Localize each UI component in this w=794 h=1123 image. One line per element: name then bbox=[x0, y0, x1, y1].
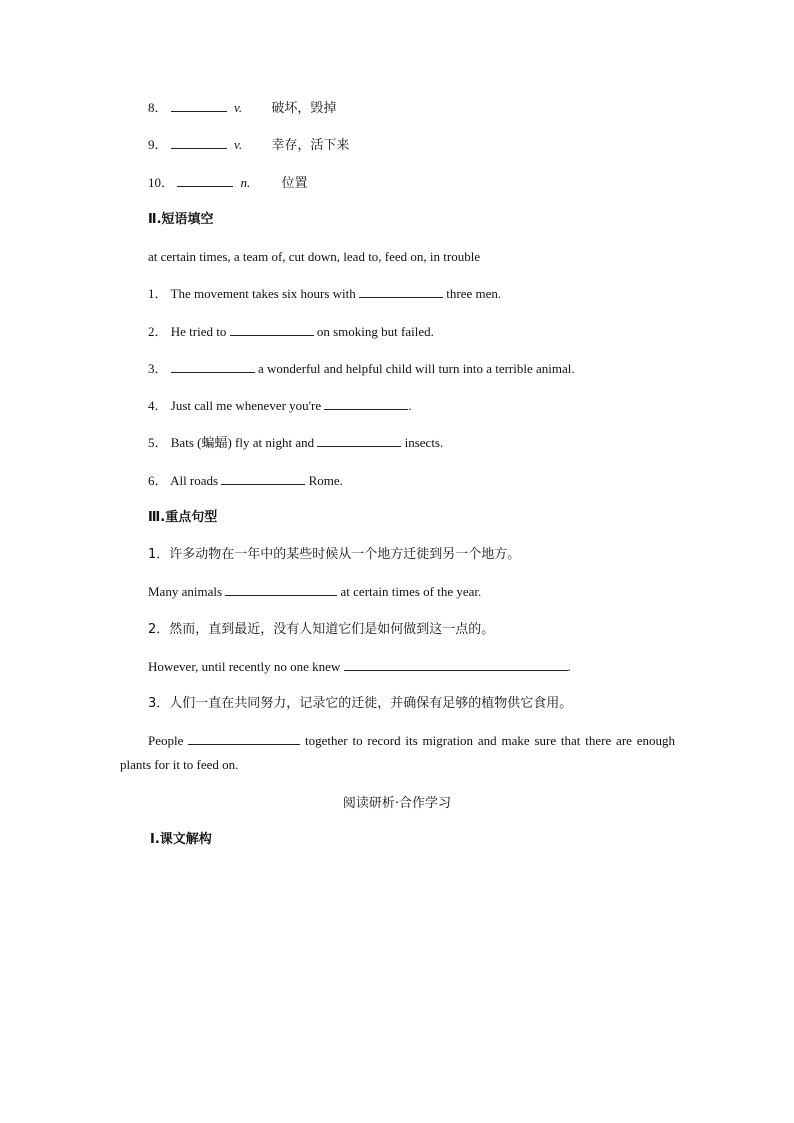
vocab-item-8 bbox=[148, 99, 336, 118]
answer-blank[interactable] bbox=[171, 99, 227, 112]
answer-blank[interactable] bbox=[359, 285, 443, 298]
item-text-after: together to record its migration and make sure that there are enough plants for it to feed on. bbox=[120, 733, 676, 772]
sentence-english-2 bbox=[148, 658, 571, 676]
vocab-number: 8． bbox=[148, 100, 168, 115]
vocab-item-9 bbox=[148, 136, 349, 155]
sentence-english-3 bbox=[120, 729, 675, 777]
item-number: 3． bbox=[148, 361, 168, 376]
section-heading-phrases: Ⅱ.短语填空 bbox=[148, 212, 214, 227]
answer-blank[interactable] bbox=[317, 434, 401, 447]
item-number: 1． bbox=[148, 286, 168, 301]
vocab-item-10 bbox=[148, 174, 308, 193]
phrase-item-3 bbox=[148, 360, 575, 378]
item-text-before: Just call me whenever you're bbox=[170, 398, 322, 413]
answer-blank[interactable] bbox=[221, 472, 305, 485]
item-text-after: . bbox=[567, 659, 571, 674]
item-number: 5． bbox=[148, 435, 168, 450]
reading-section-title: 阅读研析·合作学习 bbox=[342, 796, 452, 811]
text-structure-heading: Ⅰ.课文解构 bbox=[150, 832, 212, 847]
item-text-after: insects. bbox=[404, 435, 444, 450]
item-number: 4． bbox=[148, 398, 168, 413]
answer-blank[interactable] bbox=[177, 174, 233, 187]
item-text-after: . bbox=[408, 398, 412, 413]
sentence-chinese-1: 1．许多动物在一年中的某些时候从一个地方迁徙到另一个地方。 bbox=[148, 547, 521, 562]
vocab-meaning: 破坏，毁掉 bbox=[271, 101, 337, 116]
item-text-before: All roads bbox=[170, 473, 219, 488]
phrase-item-2 bbox=[148, 323, 434, 341]
sentence-chinese-3: 3．人们一直在共同努力，记录它的迁徙，并确保有足够的植物供它食用。 bbox=[148, 696, 573, 711]
phrase-item-5 bbox=[148, 434, 443, 452]
answer-blank[interactable] bbox=[230, 323, 314, 336]
item-text-before: He tried to bbox=[170, 324, 227, 339]
item-text-after: on smoking but failed. bbox=[316, 324, 434, 339]
item-text-after: at certain times of the year. bbox=[340, 584, 482, 599]
vocab-meaning: 位置 bbox=[281, 176, 308, 191]
item-text-before: Many animals bbox=[148, 584, 223, 599]
vocab-meaning: 幸存，活下来 bbox=[271, 138, 350, 153]
item-text-after: three men. bbox=[446, 286, 502, 301]
item-text-after: Rome. bbox=[308, 473, 343, 488]
part-of-speech: v. bbox=[234, 137, 243, 152]
answer-blank[interactable] bbox=[324, 397, 408, 410]
item-number: 6． bbox=[148, 473, 168, 488]
phrase-bank: at certain times, a team of, cut down, lead to, feed on, in trouble bbox=[148, 249, 481, 264]
item-text-after: a wonderful and helpful child will turn into a terrible animal. bbox=[258, 361, 575, 376]
item-number: 2． bbox=[148, 324, 168, 339]
answer-blank[interactable] bbox=[188, 732, 300, 745]
item-text-before: People bbox=[148, 733, 184, 748]
answer-blank[interactable] bbox=[225, 583, 337, 596]
sentence-chinese-2: 2．然而，直到最近，没有人知道它们是如何做到这一点的。 bbox=[148, 622, 495, 637]
answer-blank[interactable] bbox=[171, 360, 255, 373]
item-text-before: Bats (蝙蝠) fly at night and bbox=[170, 435, 315, 450]
phrase-item-6 bbox=[148, 472, 343, 490]
item-text-before: However, until recently no one knew bbox=[148, 659, 341, 674]
phrase-item-4 bbox=[148, 397, 412, 415]
phrase-item-1 bbox=[148, 285, 501, 303]
vocab-number: 10． bbox=[148, 175, 175, 190]
item-text-before: The movement takes six hours with bbox=[170, 286, 356, 301]
section-heading-sentences: Ⅲ.重点句型 bbox=[148, 510, 218, 525]
vocab-number: 9． bbox=[148, 137, 168, 152]
answer-blank[interactable] bbox=[344, 658, 568, 671]
answer-blank[interactable] bbox=[171, 136, 227, 149]
part-of-speech: v. bbox=[234, 100, 243, 115]
part-of-speech: n. bbox=[240, 175, 251, 190]
sentence-english-1 bbox=[148, 583, 481, 601]
